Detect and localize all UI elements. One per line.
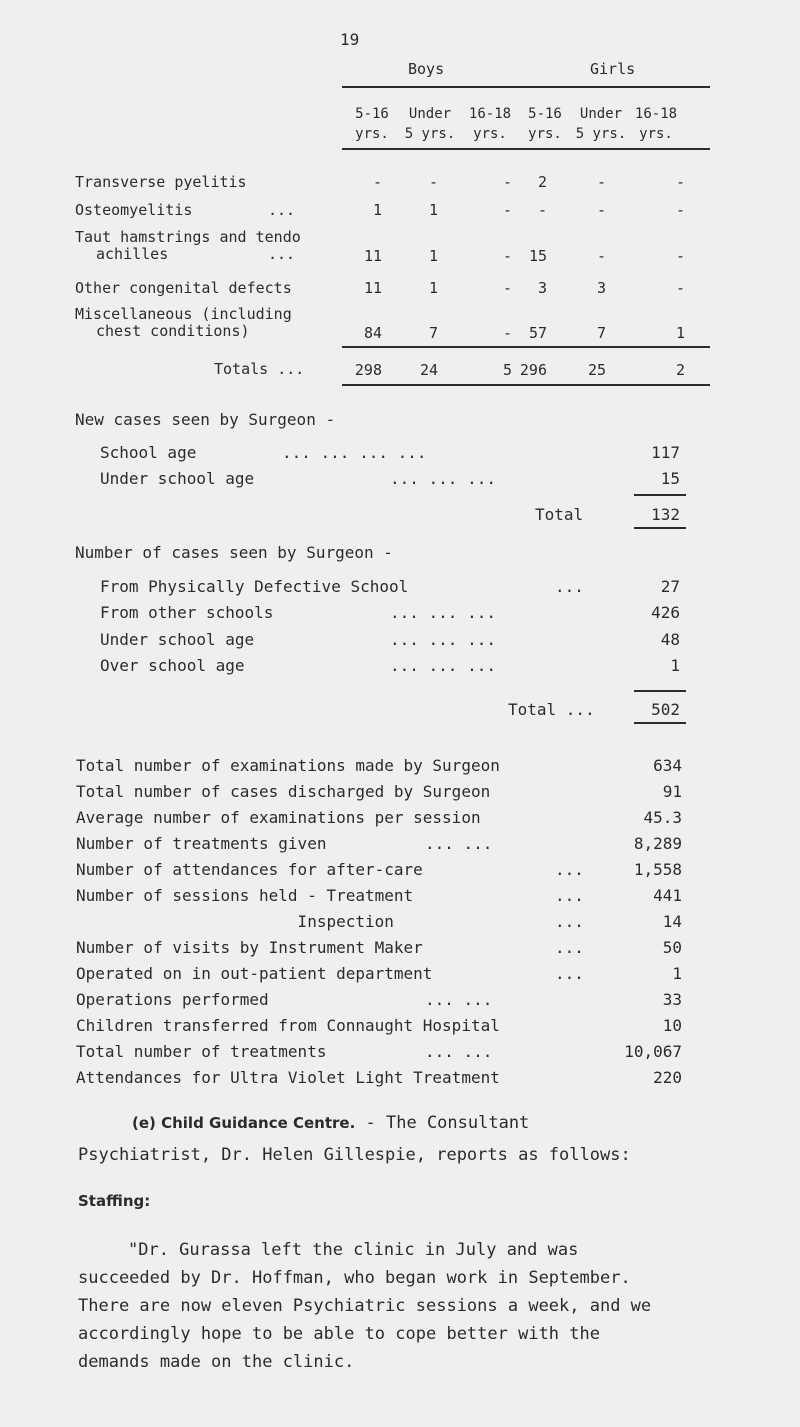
cell: 7 bbox=[428, 324, 438, 342]
paragraph-line: succeeded by Dr. Hoffman, who began work in September. bbox=[78, 1268, 631, 1288]
stat-label: Number of sessions held - Treatment bbox=[76, 886, 414, 905]
cell: 1 bbox=[428, 247, 438, 265]
leader-dots: ... ... ... bbox=[390, 603, 496, 622]
staffing-heading: Staffing: bbox=[78, 1192, 151, 1210]
row-label-cont: chest conditions) bbox=[96, 322, 250, 340]
total-cell: 296 bbox=[519, 361, 547, 379]
item-label: Under school age bbox=[100, 469, 255, 488]
leader-dots: ... ... bbox=[425, 834, 493, 853]
item-value: 426 bbox=[651, 603, 680, 622]
row-label: Taut hamstrings and tendo bbox=[75, 228, 301, 246]
cell: - bbox=[675, 173, 685, 191]
cell: 3 bbox=[537, 279, 547, 297]
cell: - bbox=[596, 173, 606, 191]
cell: - bbox=[502, 247, 512, 265]
cell: 1 bbox=[675, 324, 685, 342]
leader-dots: ... ... ... bbox=[390, 469, 496, 488]
col-header-girls-5-16: 5-16 yrs. bbox=[528, 106, 562, 142]
stat-value: 220 bbox=[653, 1068, 682, 1087]
col-header-boys-under-5: Under 5 yrs. bbox=[404, 106, 456, 142]
cell: - bbox=[502, 201, 512, 219]
leader-dots: ... bbox=[555, 912, 584, 931]
row-label: Transverse pyelitis bbox=[75, 173, 247, 191]
cell: - bbox=[372, 173, 382, 191]
total-label: Total bbox=[535, 505, 584, 524]
stat-value: 10,067 bbox=[624, 1042, 682, 1061]
stat-label: Number of attendances for after-care bbox=[76, 860, 423, 879]
col-header-boys-5-16: 5-16 yrs. bbox=[355, 106, 389, 142]
stat-label: Operated on in out-patient department bbox=[76, 964, 433, 983]
cell: 15 bbox=[528, 247, 547, 265]
cell: - bbox=[675, 279, 685, 297]
totals-label: Totals ... bbox=[214, 360, 305, 378]
leader-dots: ... bbox=[268, 201, 296, 219]
guidance-intro-line2: Psychiatrist, Dr. Helen Gillespie, reports as follows: bbox=[78, 1145, 631, 1165]
cell: - bbox=[537, 201, 547, 219]
item-value: 117 bbox=[651, 443, 680, 462]
row-label: Other congenital defects bbox=[75, 279, 292, 297]
stat-label: Number of treatments given bbox=[76, 834, 327, 853]
total-cell: 5 bbox=[502, 361, 512, 379]
col-header-boys-16-18: 16-18 yrs. bbox=[468, 106, 512, 142]
page-number: 19 bbox=[340, 30, 360, 49]
stat-label: Children transferred from Connaught Hospital bbox=[76, 1016, 500, 1035]
leader-dots: ... ... bbox=[425, 990, 493, 1009]
cell: 1 bbox=[428, 201, 438, 219]
stat-value: 91 bbox=[662, 782, 682, 801]
cell: - bbox=[428, 173, 438, 191]
stat-value: 8,289 bbox=[633, 834, 682, 853]
section-heading: New cases seen by Surgeon - bbox=[75, 410, 336, 429]
total-value: 502 bbox=[651, 700, 680, 719]
stat-label: Total number of cases discharged by Surgeon bbox=[76, 782, 491, 801]
item-value: 1 bbox=[670, 656, 680, 675]
header-rule-bottom bbox=[342, 148, 710, 150]
row-label: Osteomyelitis bbox=[75, 201, 193, 219]
cell: 7 bbox=[596, 324, 606, 342]
total-cell: 298 bbox=[354, 361, 382, 379]
item-label: Over school age bbox=[100, 656, 245, 675]
paragraph-line: "Dr. Gurassa left the clinic in July and was bbox=[128, 1240, 579, 1260]
item-label: School age bbox=[100, 443, 197, 462]
leader-dots: ... ... ... ... bbox=[282, 443, 427, 462]
total-cell: 25 bbox=[587, 361, 606, 379]
total-value: 132 bbox=[651, 505, 680, 524]
stat-value: 14 bbox=[662, 912, 682, 931]
girls-group-header: Girls bbox=[590, 60, 636, 78]
header-rule-top bbox=[342, 86, 710, 88]
cell: 11 bbox=[363, 279, 382, 297]
stat-value: 33 bbox=[662, 990, 682, 1009]
stat-value: 634 bbox=[653, 756, 682, 775]
leader-dots: ... bbox=[555, 964, 584, 983]
total-rule bbox=[634, 722, 686, 724]
cell: - bbox=[502, 173, 512, 191]
stat-value: 45.3 bbox=[643, 808, 682, 827]
subtotal-rule bbox=[634, 690, 686, 692]
stat-value: 1,558 bbox=[633, 860, 682, 879]
cell: 1 bbox=[428, 279, 438, 297]
leader-dots: ... ... bbox=[425, 1042, 493, 1061]
stat-label: Attendances for Ultra Violet Light Treatment bbox=[76, 1068, 500, 1087]
guidance-heading: (e) Child Guidance Centre. bbox=[132, 1114, 356, 1132]
total-rule bbox=[634, 527, 686, 529]
cell: - bbox=[502, 279, 512, 297]
paragraph-line: accordingly hope to be able to cope better with the bbox=[78, 1324, 600, 1344]
stat-label: Average number of examinations per session bbox=[76, 808, 481, 827]
col-header-girls-16-18: 16-18 yrs. bbox=[634, 106, 678, 142]
item-label: From Physically Defective School bbox=[100, 577, 409, 596]
cell: 3 bbox=[596, 279, 606, 297]
item-value: 27 bbox=[660, 577, 680, 596]
col-header-girls-under-5: Under 5 yrs. bbox=[575, 106, 627, 142]
leader-dots: ... bbox=[555, 860, 584, 879]
leader-dots: ... ... ... bbox=[390, 656, 496, 675]
stat-label: Total number of treatments bbox=[76, 1042, 327, 1061]
leader-dots: ... bbox=[555, 938, 584, 957]
cell: 2 bbox=[537, 173, 547, 191]
row-label-cont: achilles bbox=[96, 245, 169, 263]
leader-dots: ... bbox=[555, 886, 584, 905]
section-heading: Number of cases seen by Surgeon - bbox=[75, 543, 393, 562]
item-value: 48 bbox=[660, 630, 680, 649]
subtotal-rule bbox=[634, 494, 686, 496]
stat-value: 50 bbox=[662, 938, 682, 957]
cell: 57 bbox=[528, 324, 547, 342]
total-cell: 2 bbox=[675, 361, 685, 379]
cell: - bbox=[596, 247, 606, 265]
cell: 11 bbox=[363, 247, 382, 265]
stat-value: 441 bbox=[653, 886, 682, 905]
boys-group-header: Boys bbox=[408, 60, 445, 78]
totals-rule-top bbox=[342, 346, 710, 348]
row-label: Miscellaneous (including bbox=[75, 305, 292, 323]
stat-label: Total number of examinations made by Surgeon bbox=[76, 756, 500, 775]
cell: 1 bbox=[372, 201, 382, 219]
cell: - bbox=[596, 201, 606, 219]
item-value: 15 bbox=[660, 469, 680, 488]
stat-label: Number of visits by Instrument Maker bbox=[76, 938, 423, 957]
stat-value: 10 bbox=[662, 1016, 682, 1035]
leader-dots: ... bbox=[268, 245, 296, 263]
total-label: Total ... bbox=[508, 700, 595, 719]
cell: - bbox=[675, 201, 685, 219]
guidance-intro bbox=[132, 1113, 529, 1133]
item-label: Under school age bbox=[100, 630, 255, 649]
guidance-intro-text: - The Consultant bbox=[355, 1113, 530, 1133]
stat-label: Operations performed bbox=[76, 990, 269, 1009]
leader-dots: ... ... ... bbox=[390, 630, 496, 649]
stat-label: Inspection bbox=[76, 912, 394, 931]
cell: - bbox=[675, 247, 685, 265]
item-label: From other schools bbox=[100, 603, 274, 622]
cell: - bbox=[502, 324, 512, 342]
stat-value: 1 bbox=[672, 964, 682, 983]
leader-dots: ... bbox=[555, 577, 584, 596]
paragraph-line: There are now eleven Psychiatric sessions a week, and we bbox=[78, 1296, 652, 1316]
totals-rule-bottom bbox=[342, 384, 710, 386]
cell: 84 bbox=[363, 324, 382, 342]
total-cell: 24 bbox=[419, 361, 438, 379]
paragraph-line: demands made on the clinic. bbox=[78, 1352, 355, 1372]
